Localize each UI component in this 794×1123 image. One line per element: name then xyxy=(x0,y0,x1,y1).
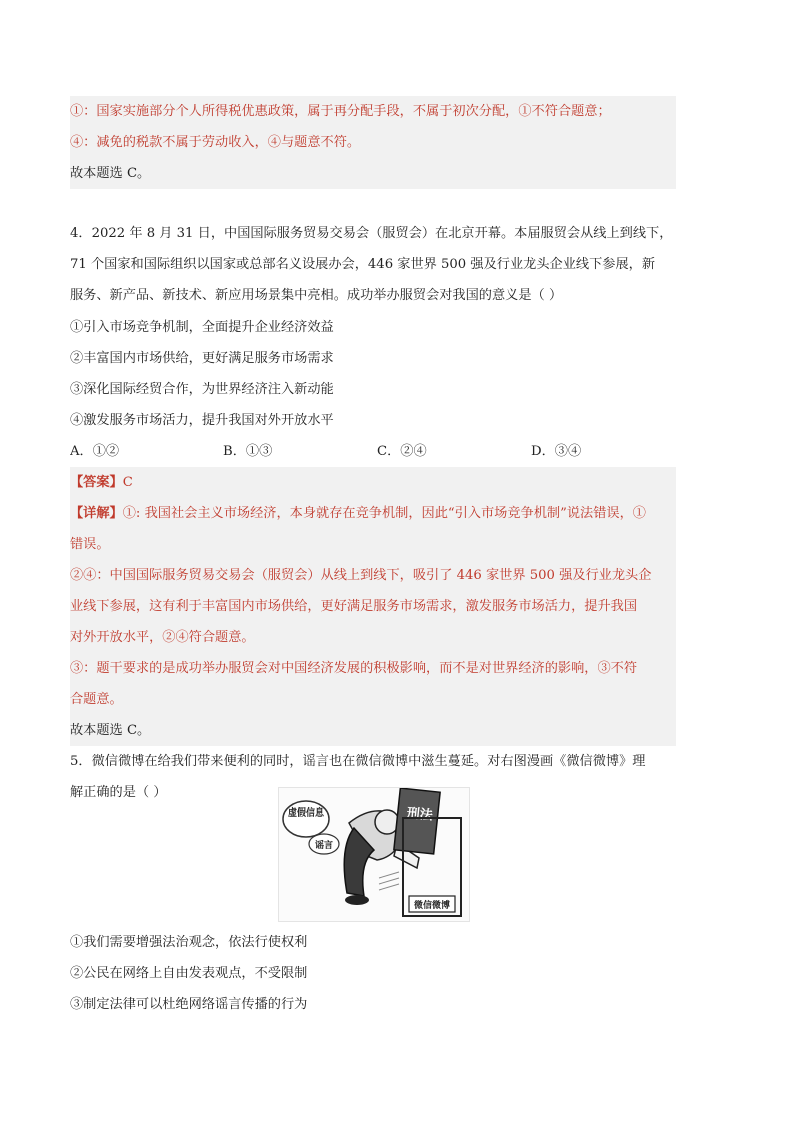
bubble-text-rumor: 谣言 xyxy=(314,841,334,851)
q4-statement-1: ①引入市场竞争机制，全面提升企业经济效益 xyxy=(70,320,334,335)
q4-stem-line-3: 服务、新产品、新技术、新应用场景集中亮相。成功举办服贸会对我国的意义是（ ） xyxy=(70,288,563,303)
answer-tag: 【答案】 xyxy=(70,475,123,490)
q4-stem-line-1: 4．2022 年 8 月 31 日，中国国际服务贸易交易会（服贸会）在北京开幕。本届服贸会从线上到线下， xyxy=(70,226,673,241)
detail-tag: 【详解】 xyxy=(70,506,123,521)
q4-option-b: B．①③ xyxy=(223,444,273,459)
answer-value: C xyxy=(122,475,133,490)
q4-statement-2: ②丰富国内市场供给，更好满足服务市场需求 xyxy=(70,351,334,366)
law-book-title: 刑法 xyxy=(405,805,434,824)
q5-stem-line-2: 解正确的是（ ） xyxy=(70,785,167,800)
q4-option-c: C．②④ xyxy=(377,444,427,459)
detail-text: ①: 我国社会主义市场经济，本身就存在竞争机制，因此“引入市场竞争机制”说法错误，① xyxy=(122,506,646,521)
q4-detail-line-2: 错误。 xyxy=(70,529,676,560)
q4-options xyxy=(70,436,676,467)
q4-detail-line-6: ③：题干要求的是成功举办服贸会对中国经济发展的积极影响，而不是对世界经济的影响，③不符 xyxy=(70,653,676,684)
q4-detail-line-4: 业线下参展，这有利于丰富国内市场供给，更好满足服务市场需求，激发服务市场活力，提升我国 xyxy=(70,591,676,622)
bubble-text-false-info: 虚假信息 xyxy=(288,808,328,819)
q5-statement-2: ②公民在网络上自由发表观点，不受限制 xyxy=(70,966,308,981)
q5-statement-3: ③制定法律可以杜绝网络谣言传播的行为 xyxy=(70,997,308,1012)
q5-statement-1: ①我们需要增强法治观念，依法行使权利 xyxy=(70,935,308,950)
q3-conclusion: 故本题选 C。 xyxy=(70,158,676,189)
q4-detail-line-5: 对外开放水平，②④符合题意。 xyxy=(70,622,676,653)
q4-statement-3: ③深化国际经贸合作，为世界经济注入新动能 xyxy=(70,382,334,397)
q4-statement-4: ④激发服务市场活力，提升我国对外开放水平 xyxy=(70,413,334,428)
door-label: 微信微博 xyxy=(413,901,451,911)
q4-answer xyxy=(70,467,676,498)
q5-stem-line-1: 5．微信微博在给我们带来便利的同时，谣言也在微信微博中滋生蔓延。对右图漫画《微信微博》理 xyxy=(70,754,646,769)
q4-detail-line-3: ②④：中国国际服务贸易交易会（服贸会）从线上到线下，吸引了 446 家世界 500 强及行业龙头企 xyxy=(70,560,676,591)
q4-stem-line-2: 71 个国家和国际组织以国家或总部名义设展办会，446 家世界 500 强及行业龙头企业线下参展，新 xyxy=(70,257,656,272)
q4-option-a: A．①② xyxy=(70,444,120,459)
q4-detail-line-7: 合题意。 xyxy=(70,684,676,715)
q4-detail-line-1 xyxy=(70,498,676,529)
q3-detail-line-2: ④：减免的税款不属于劳动收入，④与题意不符。 xyxy=(70,127,676,158)
cartoon-illustration xyxy=(278,787,470,922)
q4-option-d: D．③④ xyxy=(531,444,582,459)
q4-conclusion: 故本题选 C。 xyxy=(70,715,676,746)
q3-detail-line-1: ①：国家实施部分个人所得税优惠政策，属于再分配手段，不属于初次分配，①不符合题意； xyxy=(70,96,676,127)
